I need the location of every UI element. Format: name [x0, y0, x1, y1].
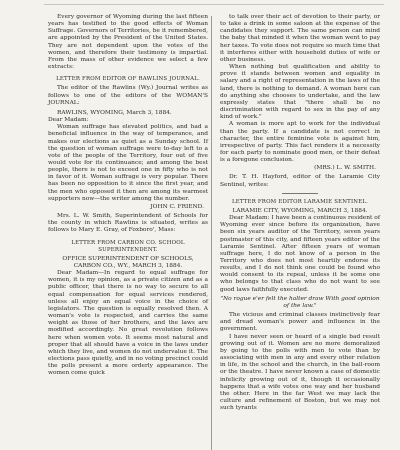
- party-paragraph: A woman is more apt to work for the individual than the party. If a candidate is not correct in character, the entire feminine vote is against him, irrespective of party. This fact renders it a necessity for each party to nominate good men, or their defeat is a foregone conclusion.: [220, 121, 380, 164]
- right-column: [220, 14, 380, 412]
- rawlins-letter-heading: LETTER FROM EDITOR OF RAWLINS JOURNAL.: [56, 76, 200, 83]
- section-rule: [282, 193, 318, 194]
- page-edge-rule: [44, 4, 384, 5]
- rogue-quote: "No rogue e'er felt the halter draw With good opinion of the law.": [220, 295, 380, 309]
- carbon-office-line: OFFICE SUPERINTENDENT OF SCHOOLS, CARBON CO., WY., MARCH 3, 1884.: [62, 255, 194, 269]
- laramie-letter-heading: LETTER FROM EDITOR LARAMIE SENTINEL.: [231, 198, 369, 205]
- carbon-letter-heading: LETTER FROM CARBON CO. SCHOOL SUPERINTENDENT.: [71, 239, 185, 253]
- rawlins-letter-body: Woman suffrage has elevated politics, and had a beneficial influence in the way of temperance, and makes our elections as quiet as a Sunday school. If the question of woman suffrage were to-day left to a vote of the people of the Territory, four out of five would vote for its continuance; and among the best people, there is not to exceed one in fifty who is not in favor of it. Woman suffrage is very popular. There has been no opposition to it since the first year, and the men who opposed it then are among its warmest supporters now—the writer among the number.: [48, 124, 208, 202]
- left-column: [48, 14, 208, 378]
- column-divider: [211, 16, 212, 450]
- smith-intro-paragraph: Mrs. L. W. Smith, Superintendent of Schools for the county in which Rawlins is situated, writes as follows to Mary E. Gray, of Foxboro', Mass:: [48, 213, 208, 234]
- rawlins-salutation: Dear Madam:: [48, 117, 89, 124]
- rawlins-dateline: RAWLINS, WYOMING, March 3, 1884.: [57, 109, 172, 116]
- smith-signature: (MRS.) L. W. SMITH.: [314, 165, 376, 172]
- laramie-dateline: LARAMIE CITY, WYOMING, MARCH 3, 1884.: [232, 207, 368, 214]
- laramie-letter-body: Dear Madam: I have been a continuous resident of Wyoming ever since before its organization, have been six years auditor of the Territory, seven years postmaster of this city, and fifteen years editor of the Laramie Sentinel. After fifteen years of woman suffrage here, I do not know of a person in the Territory who does not most heartily endorse its results, and I do not think one could be found who would consent to its repeal, unless it be some one who belongs to that class who do not want to see good laws faithfully executed.: [220, 215, 380, 293]
- carbon-letter-continued: to talk over their act of devotion to their party, or to take a drink in some saloon at the expense of the candidates they support. The same person can mind the baby that minded it when the woman went to pay her taxes. To vote does not require so much time that it interferes either with household duties of wife or other business.: [220, 14, 380, 63]
- hayford-intro-paragraph: Dr. T. H. Hayford, editor of the Laramie City Sentinel, writes:: [220, 174, 380, 188]
- qualification-paragraph: When nothing but qualification and ability to prove it stands between women and equality in salary and a right of representation in the laws of the land, there is nothing to demand. A woman here can do anything she chooses to undertake, and the law expressly states that "there shall be no discrimination with regard to sex in the pay of any kind of work.": [220, 64, 380, 121]
- criminal-classes-paragraph: The vicious and criminal classes instinctively fear and dread woman's power and influence in the government.: [220, 312, 380, 333]
- intro-paragraph: Every governor of Wyoming during the last fifteen years has testified to the good effects of Woman Suffrage. Governors of Territories, be it remembered, are appointed by the President of the United States. They are not dependent upon the votes of the women, and therefore their testimony is impartial. From the mass of other evidence we select a few extracts:: [48, 14, 208, 71]
- carbon-letter-body: Dear Madam—In regard to equal suffrage for women, it is my opinion, as a private citizen and as a public officer, that there is no way to secure to all equal compensation for equal services rendered, unless all enjoy an equal voice in the choice of legislators. The question is equally resolved then. A woman's vote is respected, and carries the same weight as those of her brothers, and the laws are modified accordingly. No great revolution follows here when women vote. It seems most natural and proper that all should have a voice in the laws under which they live, and women do not undervalue it. The elections pass quietly, and in no voting precinct could the polls present a more orderly appearance. The women come quick: [48, 270, 208, 377]
- rawlins-intro-paragraph: The editor of the Rawlins (Wy.) Journal writes as follows to one of the editors of the WOMAN'S JOURNAL:: [48, 85, 208, 106]
- rawlins-signature: JOHN C. FRIEND.: [150, 203, 204, 210]
- no-bad-result-paragraph: I have never seen or heard of a single bad result growing out of it. Women are no more demoralized by going to the polls with men to vote than by associating with men in any and every other relation in life, in the school and the church, in the ball-room or the theatre. I have never known a case of domestic infelicity growing out of it, though it occasionally happens that a wife votes one way and her husband the other. Here in the far West we may lack the culture and refinement of Boston, but we may not such tyrants: [220, 333, 380, 412]
